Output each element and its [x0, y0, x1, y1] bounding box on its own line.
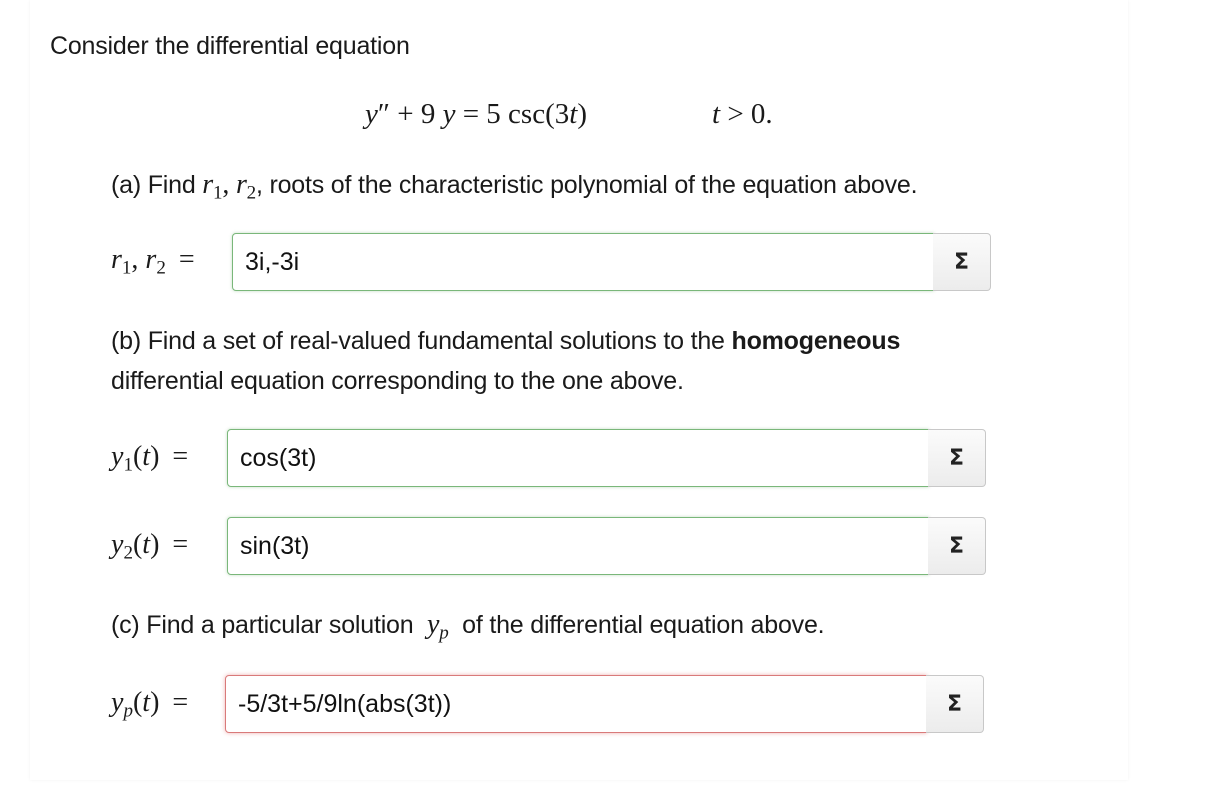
y2-label: $y_2(t)$ = — [111, 529, 189, 564]
part-c-suffix: of the differential equation above. — [462, 611, 825, 639]
part-b-bold-word: homogeneous — [731, 327, 901, 355]
part-c-prefix: (c) Find a particular solution — [111, 611, 414, 639]
part-a-prefix: (a) Find — [111, 171, 196, 199]
equation-condition: t > 0. — [712, 98, 773, 130]
intro-text: Consider the differential equation — [50, 32, 410, 60]
part-b-line2: differential equation corresponding to the one above. — [111, 367, 684, 395]
sigma-icon[interactable]: Σ — [933, 233, 991, 291]
sigma-icon[interactable]: Σ — [928, 517, 986, 575]
part-c-question: (c) Find a particular solution $y_p$ of the differential equation above. — [111, 609, 825, 644]
yp-label: $y_p(t)$ = — [111, 687, 189, 722]
differential-equation: y″ + 9 y = 5 csc(3t) — [365, 98, 587, 130]
part-a-suffix: , roots of the characteristic polynomial of the equation above. — [255, 171, 918, 199]
roots-input[interactable]: 3i,-3i — [232, 233, 934, 291]
y1-input[interactable]: cos(3t) — [227, 429, 929, 487]
sigma-icon[interactable]: Σ — [926, 675, 984, 733]
r1-r2-label: $r_1$, $r_2$ = — [111, 244, 195, 279]
part-b-line1: (b) Find a set of real-valued fundamental solutions to the — [111, 327, 725, 355]
yp-input[interactable]: -5/3t+5/9ln(abs(3t)) — [225, 675, 927, 733]
y1-label: $y_1(t)$ = — [111, 441, 189, 476]
part-b-question — [111, 321, 900, 401]
part-a-question: (a) Find $r_1$, $r_2$, roots of the characteristic polynomial of the equation above. — [111, 169, 918, 204]
sigma-icon[interactable]: Σ — [928, 429, 986, 487]
y2-input[interactable]: sin(3t) — [227, 517, 929, 575]
